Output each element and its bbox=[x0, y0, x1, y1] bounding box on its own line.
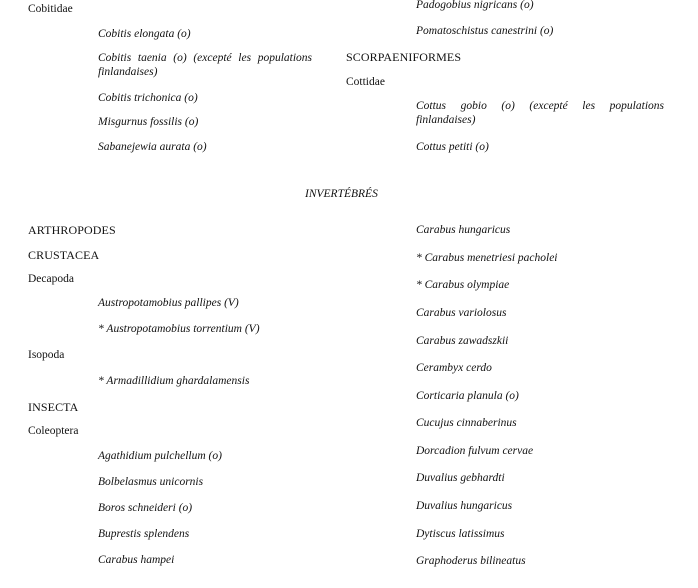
species-entry: * Carabus olympiae bbox=[416, 279, 510, 291]
species-entry: Dytiscus latissimus bbox=[416, 528, 505, 540]
family-heading-cobitidae: Cobitidae bbox=[28, 3, 73, 15]
species-entry: Cottus gobio (o) (excepté les populations finlandaises) bbox=[416, 100, 664, 126]
species-entry: Cerambyx cerdo bbox=[416, 362, 492, 374]
order-heading-isopoda: Isopoda bbox=[28, 349, 65, 361]
species-entry: Carabus hungaricus bbox=[416, 224, 511, 236]
species-entry: Agathidium pulchellum (o) bbox=[98, 450, 222, 462]
species-entry: Cobitis taenia (o) (excepté les populations finlandaises) bbox=[98, 52, 312, 78]
species-entry: Boros schneideri (o) bbox=[98, 502, 193, 514]
species-entry: Misgurnus fossilis (o) bbox=[98, 116, 199, 128]
species-entry: * Carabus menetriesi pacholei bbox=[416, 252, 558, 264]
species-entry: Duvalius gebhardti bbox=[416, 472, 505, 484]
class-heading-crustacea: CRUSTACEA bbox=[28, 248, 100, 262]
species-entry: Cobitis trichonica (o) bbox=[98, 92, 198, 104]
species-entry: Duvalius hungaricus bbox=[416, 500, 513, 512]
species-entry: Pomatoschistus canestrini (o) bbox=[416, 25, 554, 37]
species-entry: Bolbelasmus unicornis bbox=[98, 476, 204, 488]
section-title: INVERTÉBRÉS bbox=[305, 188, 378, 200]
species-entry: Austropotamobius pallipes (V) bbox=[98, 297, 239, 309]
species-entry: Corticaria planula (o) bbox=[416, 390, 519, 402]
species-entry: Cobitis elongata (o) bbox=[98, 28, 191, 40]
species-entry: Buprestis splendens bbox=[98, 528, 190, 540]
species-entry: Sabanejewia aurata (o) bbox=[98, 141, 207, 153]
order-heading-decapoda: Decapoda bbox=[28, 273, 74, 285]
phylum-heading-arthropodes: ARTHROPODES bbox=[28, 223, 116, 237]
order-heading-coleoptera: Coleoptera bbox=[28, 425, 79, 437]
family-heading-cottidae: Cottidae bbox=[346, 76, 385, 88]
species-entry: Carabus hampei bbox=[98, 554, 175, 566]
order-heading-scorpaeniformes: SCORPAENIFORMES bbox=[346, 50, 462, 64]
species-entry: Cucujus cinnaberinus bbox=[416, 417, 517, 429]
species-entry: * Austropotamobius torrentium (V) bbox=[98, 323, 260, 335]
species-entry: Carabus variolosus bbox=[416, 307, 507, 319]
species-entry: Cottus petiti (o) bbox=[416, 141, 489, 153]
species-entry: * Armadillidium ghardalamensis bbox=[98, 375, 250, 387]
species-entry: Graphoderus bilineatus bbox=[416, 555, 526, 567]
species-entry: Carabus zawadszkii bbox=[416, 335, 509, 347]
species-entry: Padogobius nigricans (o) bbox=[416, 0, 534, 11]
species-entry: Dorcadion fulvum cervae bbox=[416, 445, 534, 457]
class-heading-insecta: INSECTA bbox=[28, 400, 79, 414]
